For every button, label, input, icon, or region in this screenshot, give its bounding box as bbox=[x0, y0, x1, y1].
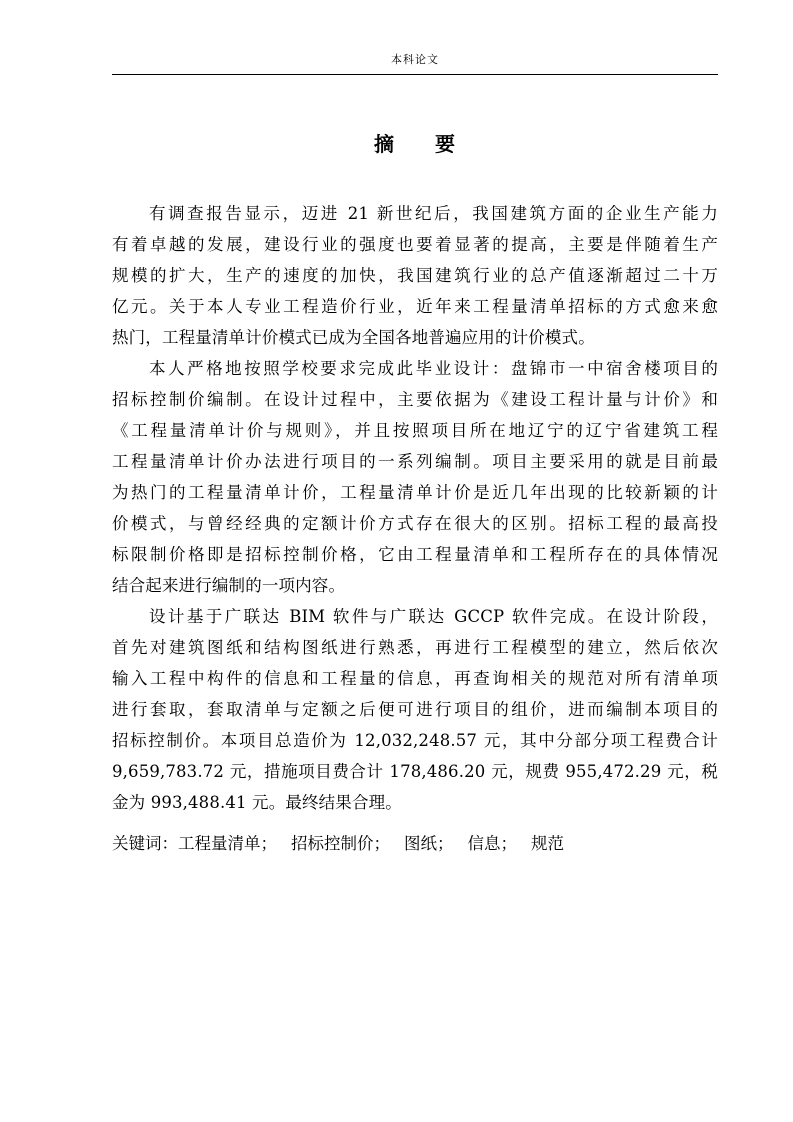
abstract-title-char-1: 摘 bbox=[374, 132, 395, 156]
abstract-line: 结合起来进行编制的一项内容。 bbox=[112, 576, 346, 595]
abstract-line: 进行套取，套取清单与定额之后便可进行项目的组价，进而编制本项目的 bbox=[112, 700, 718, 719]
abstract-line: 9,659,783.72 元，措施项目费合计 178,486.20 元，规费 955,472.29 元，税 bbox=[112, 762, 718, 781]
keyword-2: 招标控制价； bbox=[291, 834, 390, 853]
abstract-line: 本人严格地按照学校要求完成此毕业设计：盘锦市一中宿舍楼项目的 bbox=[149, 359, 718, 378]
keywords-label: 关键词： bbox=[112, 834, 178, 853]
abstract-title-char-2: 要 bbox=[435, 132, 456, 156]
keywords-line bbox=[112, 828, 718, 859]
abstract-body bbox=[112, 198, 718, 818]
abstract-line: 亿元。关于本人专业工程造价行业，近年来工程量清单招标的方式愈来愈 bbox=[112, 297, 718, 316]
page-header bbox=[112, 52, 718, 75]
abstract-title bbox=[112, 130, 718, 158]
abstract-line: 有着卓越的发展，建设行业的强度也要着显著的提高，主要是伴随着生产 bbox=[112, 235, 718, 254]
abstract-line: 价模式，与曾经经典的定额计价方式存在很大的区别。招标工程的最高投 bbox=[112, 514, 718, 533]
abstract-line: 工程量清单计价办法进行项目的一系列编制。项目主要采用的就是目前最 bbox=[112, 452, 718, 471]
keyword-5: 规范 bbox=[531, 834, 564, 853]
abstract-line: 《工程量清单计价与规则》，并且按照项目所在地辽宁的辽宁省建筑工程 bbox=[112, 421, 718, 440]
keyword-4: 信息； bbox=[467, 834, 517, 853]
abstract-line: 设计基于广联达 BIM 软件与广联达 GCCP 软件完成。在设计阶段， bbox=[149, 607, 718, 626]
keyword-1: 工程量清单； bbox=[178, 834, 277, 853]
abstract-line: 规模的扩大，生产的速度的加快，我国建筑行业的总产值逐渐超过二十万 bbox=[112, 266, 718, 285]
abstract-line: 标限制价格即是招标控制价格，它由工程量清单和工程所存在的具体情况 bbox=[112, 545, 718, 564]
abstract-line: 招标控制价编制。在设计过程中，主要依据为《建设工程计量与计价》和 bbox=[112, 390, 718, 409]
abstract-line: 金为 993,488.41 元。最终结果合理。 bbox=[112, 793, 402, 812]
abstract-line: 为热门的工程量清单计价，工程量清单计价是近几年出现的比较新颖的计 bbox=[112, 483, 718, 502]
abstract-line: 输入工程中构件的信息和工程量的信息，再查询相关的规范对所有清单项 bbox=[112, 669, 718, 688]
abstract-line: 首先对建筑图纸和结构图纸进行熟悉，再进行工程模型的建立，然后依次 bbox=[112, 638, 718, 657]
abstract-line: 有调查报告显示，迈进 21 新世纪后，我国建筑方面的企业生产能力 bbox=[149, 204, 718, 223]
keyword-3: 图纸； bbox=[404, 834, 454, 853]
abstract-line: 招标控制价。本项目总造价为 12,032,248.57 元，其中分部分项工程费合计 bbox=[112, 731, 718, 750]
abstract-line: 热门，工程量清单计价模式已成为全国各地普遍应用的计价模式。 bbox=[112, 328, 595, 347]
running-title: 本科论文 bbox=[391, 53, 439, 66]
